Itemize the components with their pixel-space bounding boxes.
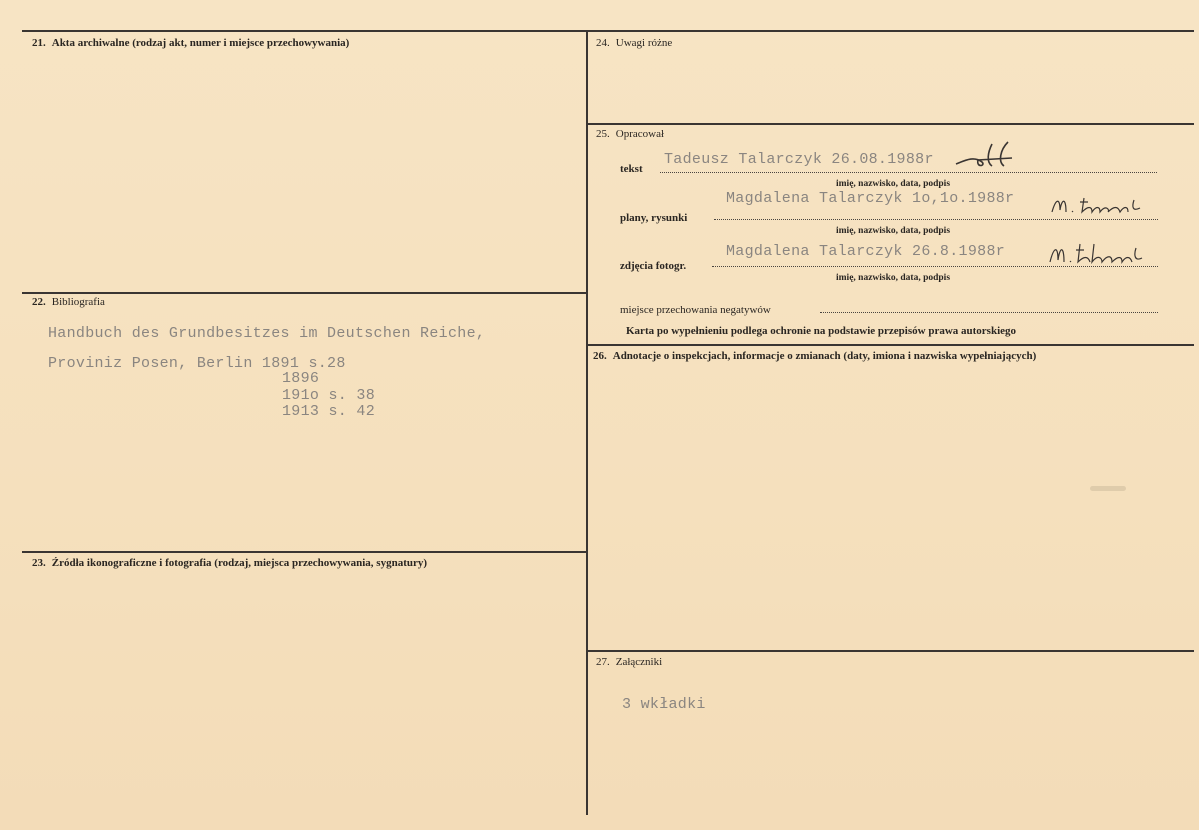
- field-24-text: Uwagi różne: [615, 37, 673, 49]
- field-22-number: 22.: [32, 296, 46, 308]
- field-25-number: 25.: [596, 128, 610, 140]
- bibliography-line-5: 1913 s. 42: [282, 403, 376, 420]
- divider-22-23: [22, 551, 586, 553]
- field-25-label: [596, 128, 664, 140]
- signature-photos-author: [1046, 240, 1146, 266]
- bibliography-line-1: Handbuch des Grundbesitzes im Deutschen Reiche,: [48, 325, 486, 342]
- divider-26-27: [588, 650, 1194, 652]
- field-23-text: Źródła ikonograficzne i fotografia (rodzaj, miejsca przechowywania, sygnatury): [51, 557, 428, 569]
- negatives-label: miejsce przechowania negatywów: [620, 304, 771, 316]
- field-23-label: [32, 557, 427, 569]
- photos-author-caption: imię, nazwisko, data, podpis: [836, 273, 951, 283]
- field-26-text: Adnotacje o inspekcjach, informacje o zmianach (daty, imiona i nazwiska wypełniających): [612, 350, 1037, 362]
- field-25-text: Opracował: [615, 128, 665, 140]
- field-26-number: 26.: [593, 350, 607, 362]
- bibliography-line-3: 1896: [282, 370, 320, 387]
- text-author-line: [660, 172, 1157, 173]
- photos-author-line: [712, 266, 1158, 267]
- field-21-number: 21.: [32, 37, 46, 49]
- plans-author-value: Magdalena Talarczyk 1o,1o.1988r: [726, 190, 1015, 207]
- bibliography-line-2: Proviniz Posen, Berlin 1891 s.28: [48, 355, 346, 372]
- plans-author-label: plany, rysunki: [620, 212, 688, 224]
- field-24-number: 24.: [596, 37, 610, 49]
- photos-author-label: zdjęcia fotogr.: [620, 260, 687, 272]
- paper-stain: [1090, 486, 1126, 491]
- field-21-label: [32, 37, 349, 49]
- attachments-value: 3 wkładki: [622, 696, 706, 713]
- text-author-label: tekst: [620, 163, 643, 175]
- field-26-label: [593, 350, 1036, 362]
- negatives-line: [820, 312, 1158, 313]
- field-27-number: 27.: [596, 656, 610, 668]
- copyright-notice: Karta po wypełnieniu podlega ochronie na podstawie przepisów prawa autorskiego: [626, 325, 1017, 337]
- text-author-caption: imię, nazwisko, data, podpis: [836, 179, 951, 189]
- signature-text-author: [952, 138, 1022, 174]
- field-27-text: Załączniki: [615, 656, 663, 668]
- top-border: [22, 30, 1194, 32]
- bibliography-line-4: 191o s. 38: [282, 387, 376, 404]
- field-21-text: Akta archiwalne (rodzaj akt, numer i miejsce przechowywania): [51, 37, 350, 49]
- field-22-label: [32, 296, 105, 308]
- plans-author-line: [714, 219, 1158, 220]
- field-23-number: 23.: [32, 557, 46, 569]
- center-divider: [586, 30, 588, 815]
- field-22-text: Bibliografia: [51, 296, 105, 308]
- divider-24-25: [588, 123, 1194, 125]
- divider-21-22: [22, 292, 586, 294]
- text-author-value: Tadeusz Talarczyk 26.08.1988r: [664, 151, 934, 168]
- field-27-label: [596, 656, 662, 668]
- signature-plans-author: [1048, 192, 1148, 218]
- plans-author-caption: imię, nazwisko, data, podpis: [836, 226, 951, 236]
- field-24-label: [596, 37, 672, 49]
- photos-author-value: Magdalena Talarczyk 26.8.1988r: [726, 243, 1006, 260]
- divider-25-26: [588, 344, 1194, 346]
